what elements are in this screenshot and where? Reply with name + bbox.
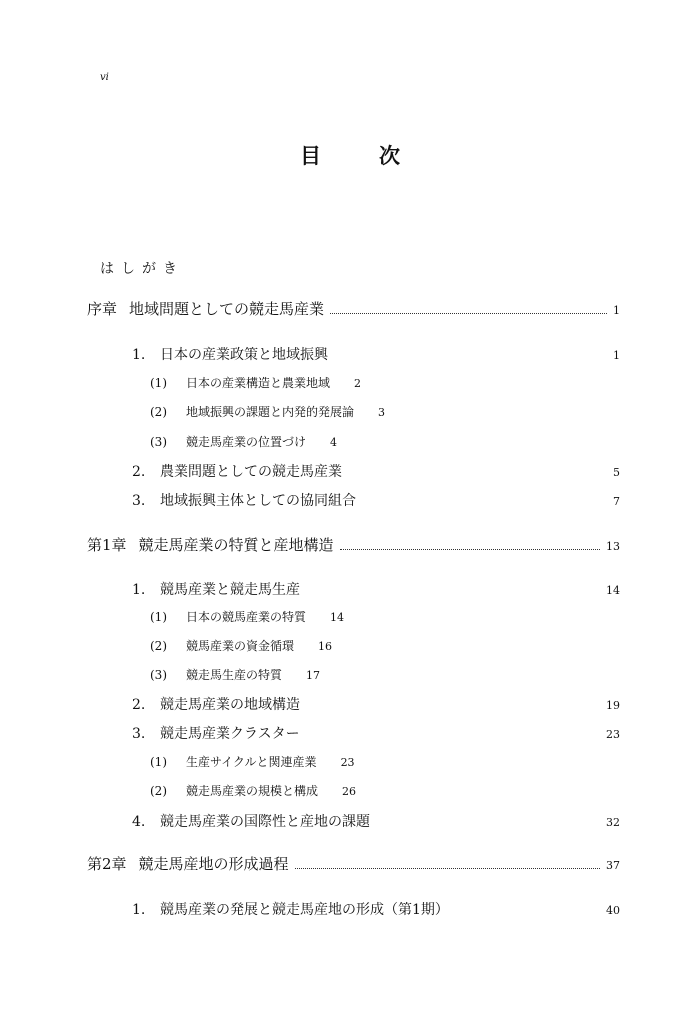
section-number: 2. (132, 464, 146, 480)
page-ref: 4 (330, 436, 338, 449)
dot-leader (340, 548, 600, 550)
page-ref: 32 (606, 816, 620, 829)
section-title: 競馬産業の発展と競走馬産地の形成（第1期） (160, 902, 449, 918)
section-title: 競走馬産業の地域構造 (160, 697, 300, 713)
title-part-1: 目 (300, 143, 321, 168)
subsection-title: 日本の産業構造と農業地域 (186, 376, 331, 390)
subsection-title: 競馬産業の資金循環 (186, 639, 295, 653)
toc-section (132, 490, 620, 510)
toc-section (132, 344, 620, 364)
subsection-title: 競走馬生産の特質 (186, 668, 283, 682)
page-ref: 17 (306, 669, 321, 682)
subsection-number: (2) (150, 639, 167, 653)
title-part-2: 次 (379, 143, 400, 168)
toc-subsection (150, 753, 355, 770)
page-ref: 13 (606, 540, 620, 553)
toc-chapter (87, 298, 620, 319)
toc-subsection (150, 782, 356, 799)
page-ref: 37 (606, 859, 620, 872)
page-ref: 2 (354, 377, 362, 390)
section-title: 地域振興主体としての協同組合 (160, 493, 356, 509)
section-number: 1. (132, 347, 146, 363)
page-ref: 23 (606, 728, 620, 741)
section-number: 1. (132, 582, 146, 598)
subsection-number: (1) (150, 755, 167, 769)
section-number: 3. (132, 726, 146, 742)
subsection-number: (2) (150, 784, 167, 798)
chapter-label: 第1章 (87, 536, 127, 554)
toc-subsection (150, 433, 337, 450)
page-ref: 1 (613, 349, 620, 362)
page-ref: 40 (606, 904, 620, 917)
section-title: 競馬産業と競走馬生産 (160, 582, 300, 598)
section-title: 競走馬産業の国際性と産地の課題 (160, 814, 370, 830)
section-number: 3. (132, 493, 146, 509)
dot-leader (295, 867, 600, 869)
chapter-title: 競走馬産地の形成過程 (138, 855, 289, 873)
subsection-number: (2) (150, 405, 167, 419)
section-title: 日本の産業政策と地域振興 (160, 347, 328, 363)
subsection-title: 地域振興の課題と内発的発展論 (186, 405, 355, 419)
toc-subsection (150, 666, 320, 683)
section-number: 4. (132, 814, 146, 830)
toc-subsection (150, 608, 344, 625)
section-title: 競走馬産業クラスター (160, 726, 300, 742)
toc-subsection (150, 403, 385, 420)
section-number: 2. (132, 697, 146, 713)
page-ref: 23 (340, 756, 355, 769)
toc-subsection (150, 637, 332, 654)
subsection-number: (3) (150, 668, 167, 682)
subsection-title: 生産サイクルと関連産業 (186, 755, 317, 769)
page-ref: 5 (613, 466, 620, 479)
section-number: 1. (132, 902, 146, 918)
page-ref: 3 (378, 406, 386, 419)
subsection-title: 日本の競馬産業の特質 (186, 610, 307, 624)
toc-section (132, 811, 620, 831)
toc-subsection (150, 374, 361, 391)
toc-section (132, 579, 620, 599)
page-ref: 14 (606, 584, 620, 597)
chapter-title: 競走馬産業の特質と産地構造 (138, 536, 334, 554)
toc-section (132, 899, 620, 919)
chapter-label: 序章 (87, 300, 118, 318)
toc-chapter (87, 534, 620, 555)
subsection-title: 競走馬産業の規模と構成 (186, 784, 319, 798)
subsection-number: (1) (150, 610, 167, 624)
subsection-number: (1) (150, 376, 167, 390)
toc-section (132, 723, 620, 743)
toc-section (132, 461, 620, 481)
page-ref: 14 (330, 611, 345, 624)
toc-chapter (87, 853, 620, 874)
chapter-title: 地域問題としての競走馬産業 (129, 300, 325, 318)
page-ref: 7 (613, 495, 620, 508)
page-ref: 19 (606, 699, 620, 712)
page-ref: 26 (342, 785, 357, 798)
subsection-number: (3) (150, 435, 167, 449)
subsection-title: 競走馬産業の位置づけ (186, 435, 307, 449)
page-ref: 1 (613, 304, 620, 317)
toc-preface: はしがき (100, 261, 184, 277)
section-title: 農業問題としての競走馬産業 (160, 464, 342, 480)
page-ref: 16 (318, 640, 333, 653)
dot-leader (330, 312, 607, 314)
chapter-label: 第2章 (87, 855, 127, 873)
toc-section (132, 694, 620, 714)
page-number: vi (100, 72, 109, 83)
